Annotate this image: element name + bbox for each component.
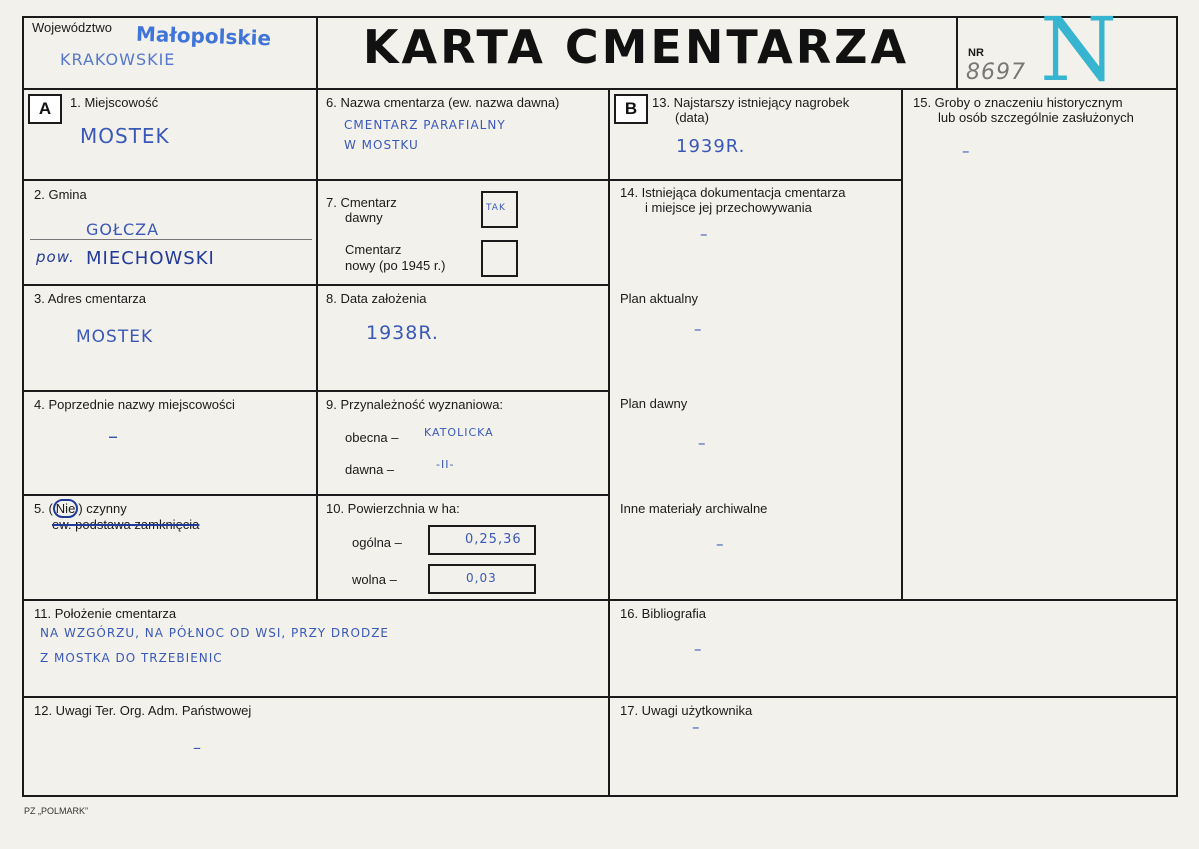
field-9-former-label: dawna – — [345, 462, 395, 477]
field-2-value: GOŁCZA — [86, 220, 160, 239]
field-10-free-label: wolna – — [352, 572, 397, 587]
field-16-value: – — [694, 640, 703, 658]
field-4-value: – — [108, 424, 119, 448]
field-7-old-value: TAK — [486, 203, 506, 213]
header-divider — [22, 88, 1178, 90]
field-12-value: – — [193, 738, 202, 757]
field-13-label-line1: 13. Najstarszy istniejący nagrobek — [652, 95, 850, 110]
field-9-former-value: -II- — [436, 458, 455, 471]
nr-value: 8697 — [966, 60, 1026, 85]
former-plan-label: Plan dawny — [620, 396, 688, 411]
current-plan-label: Plan aktualny — [620, 291, 699, 306]
field-13-value: 1939R. — [676, 136, 746, 157]
field-5-nie-circled: Nie — [53, 499, 79, 518]
field-5-active: ) czynny — [78, 501, 127, 516]
field-2-label: 2. Gmina — [34, 187, 87, 202]
row-line-3 — [22, 390, 610, 392]
field-15-label-line2: lub osób szczególnie zasłużonych — [938, 110, 1134, 125]
field-4-label: 4. Poprzednie nazwy miejscowości — [34, 397, 235, 412]
field-11-value-line2: Z MOSTKA DO TRZEBIENIC — [40, 651, 223, 665]
printer-imprint: PZ „POLMARK” — [24, 806, 89, 816]
field-11-value-line1: NA WZGÓRZU, NA PÓŁNOC OD WSI, PRZY DRODZE — [40, 626, 389, 640]
row-line-4 — [22, 494, 610, 496]
voivodeship-stamp: Małopolskie — [135, 21, 272, 51]
field-6-value-line1: CMENTARZ PARAFIALNY — [344, 118, 506, 132]
field-2-underline — [30, 239, 312, 240]
row-line-6 — [22, 696, 1178, 698]
field-10-label: 10. Powierzchnia w ha: — [326, 501, 460, 516]
field-6-label: 6. Nazwa cmentarza (ew. nazwa dawna) — [326, 95, 560, 110]
field-14-label-line2: i miejsce jej przechowywania — [645, 200, 812, 215]
field-13-label-line2: (data) — [675, 110, 709, 125]
field-2-county-prefix: pow. — [36, 248, 75, 266]
field-6-value-line2: W MOSTKU — [344, 138, 419, 152]
other-archives-label: Inne materiały archiwalne — [620, 501, 768, 516]
field-7-label: 7. Cmentarz — [326, 195, 397, 210]
field-14-label-line1: 14. Istniejąca dokumentacja cmentarza — [620, 185, 846, 200]
field-14-value: – — [700, 225, 709, 243]
field-3-value: MOSTEK — [76, 327, 154, 347]
former-plan-value: – — [698, 434, 707, 452]
row-line-5 — [22, 599, 1178, 601]
column-divider-1 — [316, 88, 318, 600]
field-12-label: 12. Uwagi Ter. Org. Adm. Państwowej — [34, 703, 252, 718]
field-3-label: 3. Adres cmentarza — [34, 291, 146, 306]
field-7-new-checkbox[interactable] — [481, 240, 518, 277]
field-15-label-line1: 15. Groby o znaczeniu historycznym — [913, 95, 1123, 110]
field-9-label: 9. Przynależność wyznaniowa: — [326, 397, 504, 412]
frame-top-line — [22, 16, 1178, 18]
field-9-current-value: KATOLICKA — [424, 426, 494, 439]
category-mark: N — [1040, 0, 1117, 101]
frame-bottom-line — [22, 795, 1178, 797]
field-5-number: 5. ( — [34, 501, 53, 516]
field-5-label — [34, 501, 127, 516]
field-15-value: – — [962, 142, 971, 160]
field-5-sublabel: ew. podstawa zamknięcia — [52, 517, 200, 532]
voivodeship-label: Województwo — [32, 20, 112, 35]
field-10-free-value: 0,03 — [466, 571, 497, 585]
field-9-current-label: obecna – — [345, 430, 399, 445]
field-16-label: 16. Bibliografia — [620, 606, 706, 621]
section-a-marker: A — [28, 94, 62, 124]
current-plan-value: – — [694, 320, 703, 338]
other-archives-value: – — [716, 535, 725, 553]
column-divider-2 — [608, 88, 610, 796]
field-7-old: dawny — [345, 210, 383, 225]
field-7-new-line1: Cmentarz — [345, 242, 402, 257]
field-7-new-line2: nowy (po 1945 r.) — [345, 258, 446, 273]
row-line-1b — [608, 179, 903, 181]
header-right-divider — [956, 16, 958, 90]
row-line-2 — [22, 284, 610, 286]
field-1-label: 1. Miejscowość — [70, 95, 159, 110]
row-line-1 — [22, 179, 610, 181]
section-b-marker: B — [614, 94, 648, 124]
frame-left-line — [22, 16, 24, 797]
field-2-county-value: MIECHOWSKI — [86, 248, 215, 269]
field-11-label: 11. Położenie cmentarza — [34, 606, 177, 621]
field-1-value: MOSTEK — [80, 124, 170, 148]
field-10-total-value: 0,25,36 — [465, 532, 522, 547]
field-8-value: 1938R. — [366, 322, 439, 344]
field-17-label: 17. Uwagi użytkownika — [620, 703, 753, 718]
voivodeship-handwritten: KRAKOWSKIE — [60, 50, 176, 69]
field-8-label: 8. Data założenia — [326, 291, 427, 306]
frame-right-line — [1176, 16, 1178, 797]
field-10-total-label: ogólna – — [352, 535, 402, 550]
field-17-value: – — [692, 718, 701, 736]
nr-label: NR — [968, 47, 984, 59]
card-title: KARTA CMENTARZA — [362, 20, 910, 74]
column-divider-3 — [901, 88, 903, 600]
